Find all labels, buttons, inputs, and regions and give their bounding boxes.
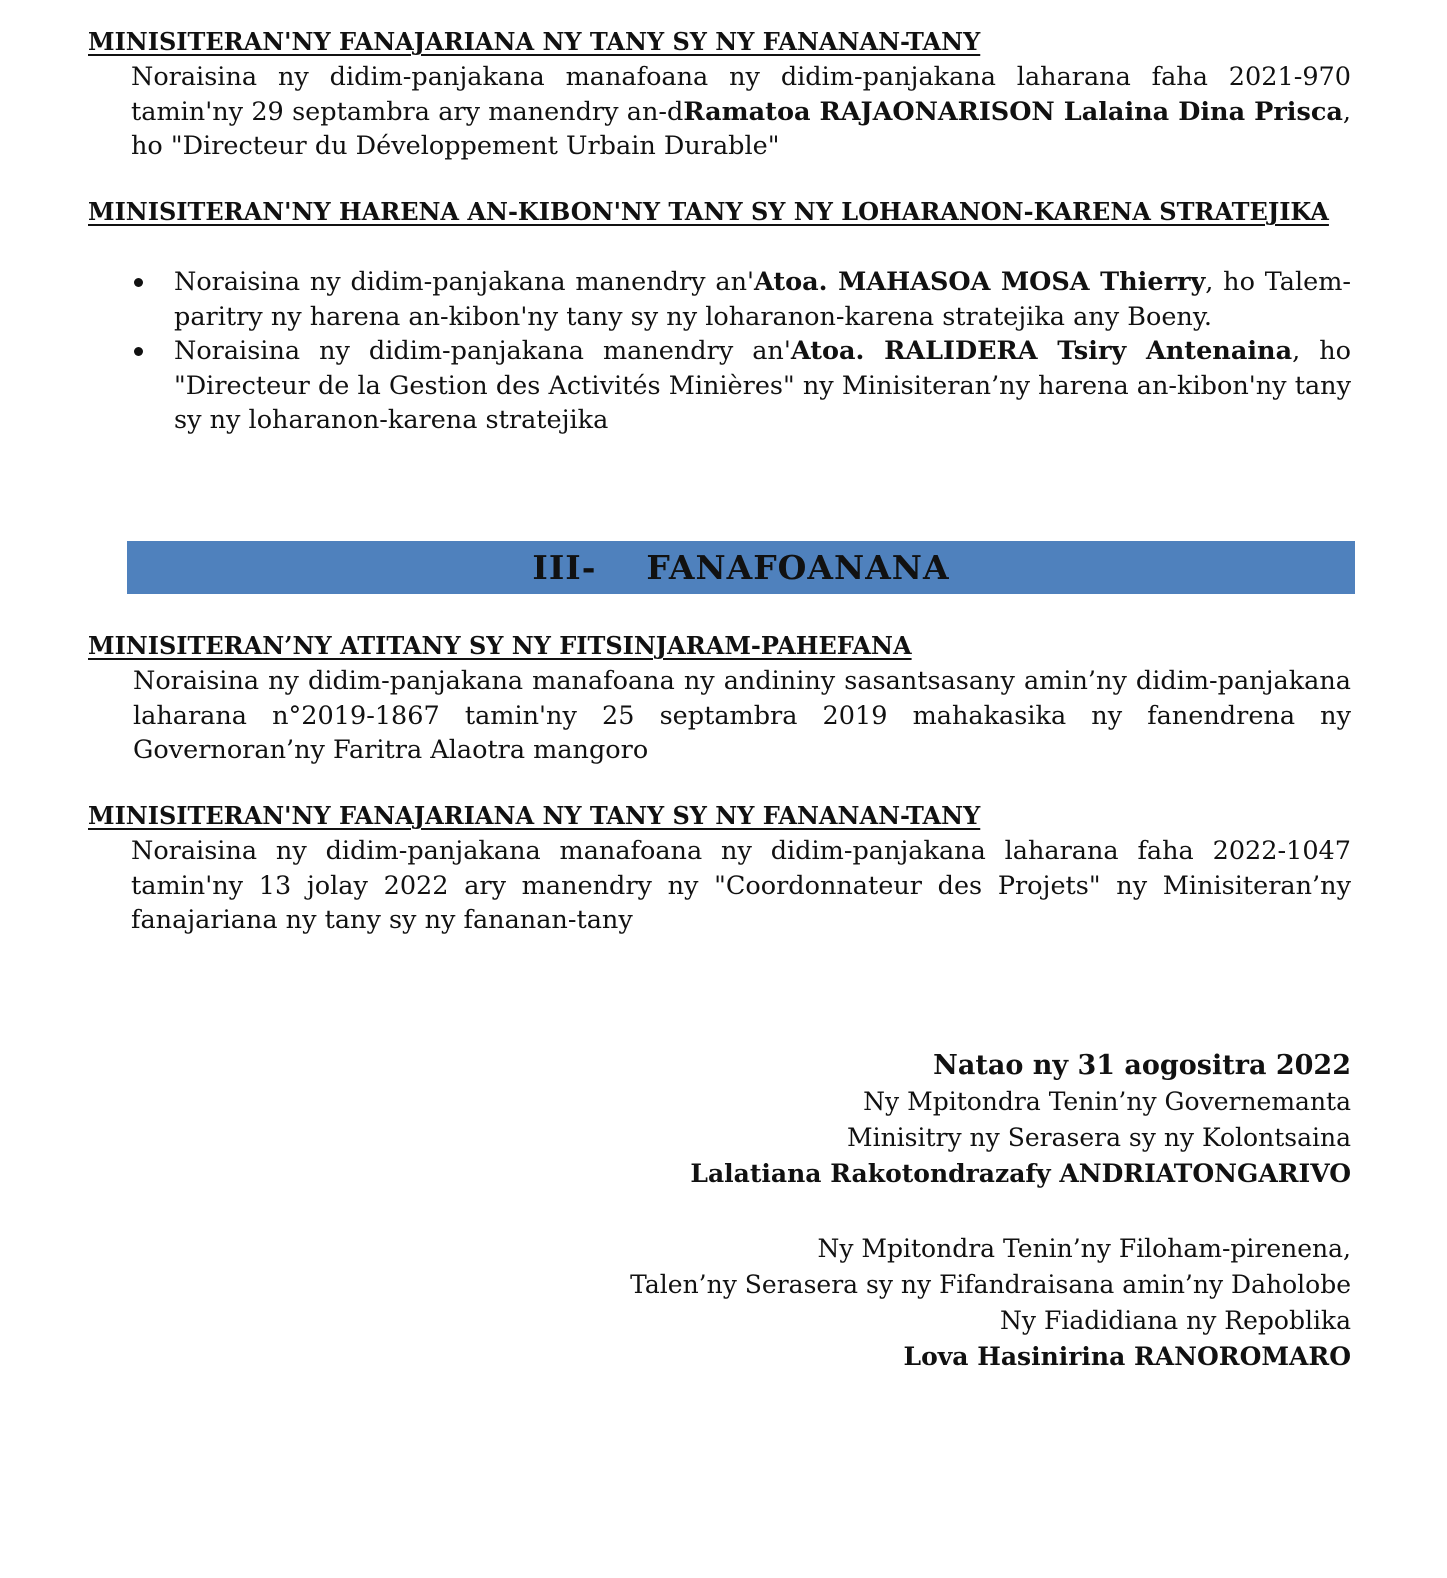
decree-text: Noraisina ny didim-panjakana manafoana ny didim-panjakana laharana faha 2021-970 tamin'ny 29 septambra ary manendry an-d <box>131 62 1351 127</box>
signature-block-presidency <box>630 1231 1351 1375</box>
appointee-name: Ramatoa RAJAONARISON Lalaina Dina Prisca <box>683 96 1343 127</box>
section-title: FANAFOANANA <box>646 548 950 587</box>
decree-bullet-list <box>131 265 1351 438</box>
appointee-name: Atoa. RALIDERA Tsiry Antenaina <box>790 336 1293 366</box>
decree-text: Noraisina ny didim-panjakana manendry an' <box>174 267 755 297</box>
signatory-name: Lova Hasinirina RANOROMARO <box>903 1342 1351 1371</box>
decree-text: , ho "Directeur de la Gestion des Activités Minières" ny Minisiteran’ny harena an-kibon'ny tany sy ny loharanon-karena stratejika <box>174 336 1351 435</box>
signature-block-government <box>690 1048 1351 1192</box>
ministry-heading-land-2: MINISITERAN'NY FANAJARIANA NY TANY SY NY FANANAN-TANY <box>88 801 981 830</box>
section-number: III- <box>532 548 597 587</box>
signatory-role: Ny Fiadidiana ny Repoblika <box>1000 1306 1351 1335</box>
appointee-name: Atoa. MAHASOA MOSA Thierry <box>754 267 1206 297</box>
decree-paragraph-3: Noraisina ny didim-panjakana manafoana ny andininy sasantsasany amin’ny didim-panjakana laharana n°2019-1867 tamin'ny 25 septambra 2019 mahakasika ny fanendrena ny Governoran’ny Faritra Alaotra mangoro <box>133 666 1351 765</box>
decree-text: , ho Talem-paritry ny harena an-kibon'ny tany sy ny loharanon-karena stratejika any Boeny. <box>174 267 1351 332</box>
ministry-heading-land-1: MINISITERAN'NY FANAJARIANA NY TANY SY NY FANANAN-TANY <box>88 27 981 56</box>
section-header-bar <box>127 541 1355 594</box>
section-gap <box>596 548 646 587</box>
signatory-role: Ny Mpitondra Tenin’ny Governemanta <box>863 1087 1351 1116</box>
decree-paragraph-1 <box>131 60 1351 164</box>
list-item <box>131 265 1351 334</box>
decree-text: , ho "Directeur du Développement Urbain Durable" <box>131 96 1351 161</box>
bullet-icon <box>134 347 143 356</box>
bullet-icon <box>134 278 143 287</box>
ministry-heading-mining: MINISITERAN'NY HARENA AN-KIBON'NY TANY SY NY LOHARANON-KARENA STRATEJIKA <box>88 197 1329 226</box>
decree-paragraph-4: Noraisina ny didim-panjakana manafoana ny didim-panjakana laharana faha 2022-1047 tamin'ny 13 jolay 2022 ary manendry ny "Coordonnateur des Projets" ny Minisiteran’ny fanajariana ny tany sy ny fananan-tany <box>131 836 1351 935</box>
list-item <box>131 334 1351 438</box>
signatory-role: Minisitry ny Serasera sy ny Kolontsaina <box>846 1123 1351 1152</box>
signatory-name: Lalatiana Rakotondrazafy ANDRIATONGARIVO <box>690 1159 1351 1188</box>
ministry-heading-interior: MINISITERAN’NY ATITANY SY NY FITSINJARAM-PAHEFANA <box>88 631 912 660</box>
signature-date: Natao ny 31 aogositra 2022 <box>933 1050 1351 1081</box>
signatory-role: Ny Mpitondra Tenin’ny Filoham-pirenena, <box>817 1234 1351 1263</box>
decree-text: Noraisina ny didim-panjakana manendry an' <box>174 336 791 366</box>
signatory-role: Talen’ny Serasera sy ny Fifandraisana amin’ny Daholobe <box>630 1270 1351 1299</box>
